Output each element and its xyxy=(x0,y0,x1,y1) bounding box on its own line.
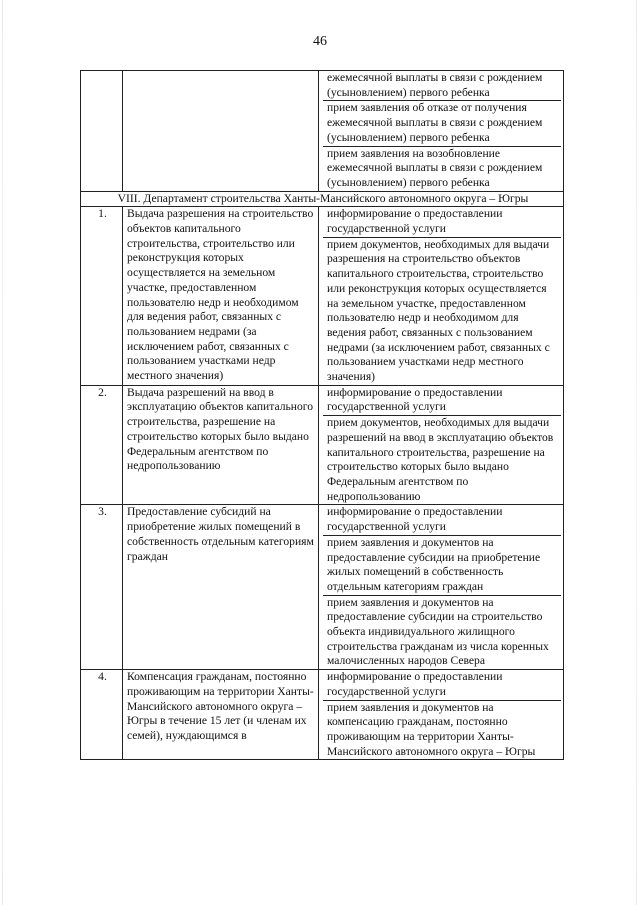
page-number: 46 xyxy=(313,34,327,49)
service-item: прием документов, необходимых для выдачи разрешения на строительство объектов капитального строительства, строительство или реконструкция которых осуществляется на земельном участке, предоставленном пользователю недр и необходимом для ведения работ, связанных с пользованием недрами (за исключением работ, связанных с пользованием участками недр местного значения) xyxy=(323,237,561,385)
row-number: 2. xyxy=(81,385,123,505)
service-item: информирование о предоставлении государственной услуги xyxy=(327,207,503,236)
services-table xyxy=(80,70,564,760)
row-number: 4. xyxy=(81,670,123,760)
section-header-row xyxy=(81,191,564,207)
table-row xyxy=(81,207,564,385)
table-row xyxy=(81,505,564,670)
num-cell xyxy=(81,71,123,192)
row-number: 1. xyxy=(81,207,123,385)
services-cell xyxy=(319,207,564,385)
service-name: Предоставление субсидий на приобретение жилых помещений в собственность отдельным категориям граждан xyxy=(123,505,319,670)
scan-edge-left xyxy=(2,0,3,905)
service-item: прием заявления и документов на предоставление субсидии на приобретение жилых помещений в собственность отдельным категориям граждан xyxy=(323,535,561,595)
service-item: прием заявления на возобновление ежемесячной выплаты в связи с рождением (усыновлением) первого ребенка xyxy=(323,146,561,191)
section-header: VIII. Департамент строительства Ханты-Мансийского автономного округа – Югры xyxy=(81,191,564,207)
service-item: прием заявления и документов на предоставление субсидии на строительство объекта индивидуального жилищного строительства гражданам из числа коренных малочисленных народов Севера xyxy=(323,595,561,670)
table-row-continued xyxy=(81,71,564,192)
table-row xyxy=(81,385,564,505)
service-item: прием заявления об отказе от получения ежемесячной выплаты в связи с рождением (усыновлением) первого ребенка xyxy=(323,100,561,145)
service-item: прием заявления и документов на компенсацию гражданам, постоянно проживающим на территории Ханты-Мансийского автономного округа – Югры xyxy=(323,700,561,760)
table-row xyxy=(81,670,564,760)
services-cell xyxy=(319,71,564,192)
service-name: Компенсация гражданам, постоянно проживающим на территории Ханты-Мансийского автономного округа – Югры в течение 15 лет (и членам их семей), нуждающимся в xyxy=(123,670,319,760)
service-name: Выдача разрешений на ввод в эксплуатацию объектов капитального строительства, разрешение на строительство которых было выдано Федеральным агентством по недропользованию xyxy=(123,385,319,505)
service-item: прием документов, необходимых для выдачи разрешений на ввод в эксплуатацию объектов капитального строительства, разрешение на строительство которых было выдано Федеральным агентством по недропользованию xyxy=(323,415,561,504)
service-item: информирование о предоставлении государственной услуги xyxy=(327,505,503,534)
services-cell xyxy=(319,670,564,760)
service-name: Выдача разрешения на строительство объектов капитального строительства, строительство или реконструкция которых осуществляется на земельном участке, предоставленном пользователю недр и необходимом для ведения работ, связанных с пользованием недрами (за исключением работ, связанных с пользованием участками недр местного значения) xyxy=(123,207,319,385)
services-cell xyxy=(319,505,564,670)
service-item: ежемесячной выплаты в связи с рождением (усыновлением) первого ребенка xyxy=(327,71,543,99)
service-item: информирование о предоставлении государственной услуги xyxy=(327,385,503,414)
services-cell xyxy=(319,385,564,505)
service-item: информирование о предоставлении государственной услуги xyxy=(327,670,503,698)
row-number: 3. xyxy=(81,505,123,670)
name-cell xyxy=(123,71,319,192)
scan-edge-right xyxy=(636,0,637,905)
